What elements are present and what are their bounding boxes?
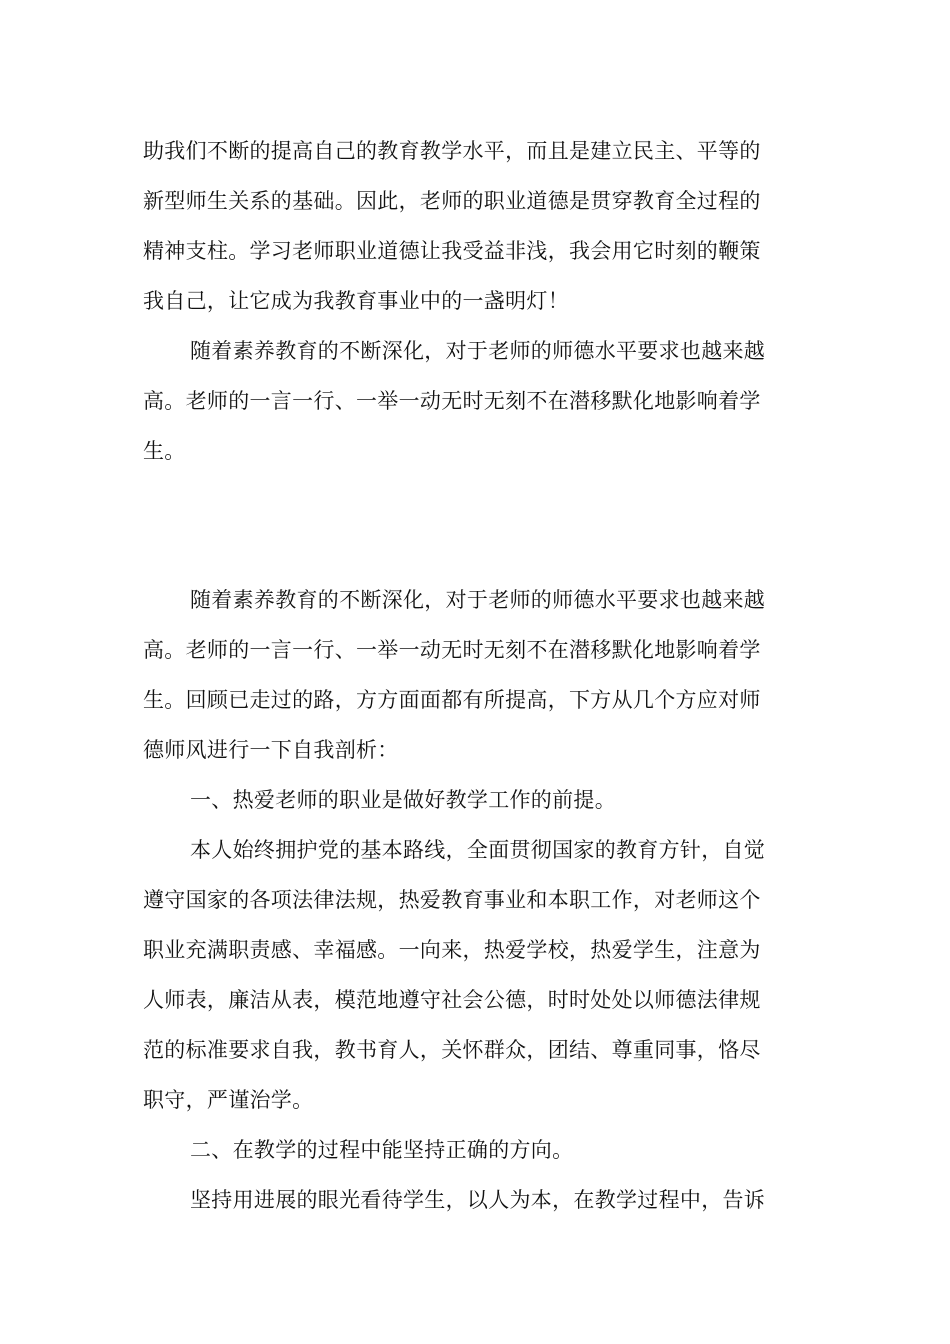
section-heading: 一、热爱老师的职业是做好教学工作的前提。: [190, 788, 616, 812]
text-line: 生。: [143, 439, 186, 463]
text-line: 我自己，让它成为我教育事业中的一盏明灯！: [143, 289, 569, 313]
text-line: 职业充满职责感、幸福感。一向来，热爱学校，热爱学生，注意为: [143, 938, 761, 962]
text-line: 随着素养教育的不断深化，对于老师的师德水平要求也越来越: [190, 588, 766, 612]
text-line: 随着素养教育的不断深化，对于老师的师德水平要求也越来越: [190, 339, 766, 363]
text-line: 本人始终拥护党的基本路线，全面贯彻国家的教育方针，自觉: [190, 838, 766, 862]
text-line: 坚持用进展的眼光看待学生，以人为本，在教学过程中，告诉: [190, 1188, 766, 1212]
text-line: 德师风进行一下自我剖析：: [143, 738, 399, 762]
text-line: 新型师生关系的基础。因此，老师的职业道德是贯穿教育全过程的: [143, 189, 761, 213]
section-heading: 二、在教学的过程中能坚持正确的方向。: [190, 1138, 574, 1162]
text-line: 高。老师的一言一行、一举一动无时无刻不在潜移默化地影响着学: [143, 638, 761, 662]
text-line: 助我们不断的提高自己的教育教学水平，而且是建立民主、平等的: [143, 139, 761, 163]
text-line: 生。回顾已走过的路，方方面面都有所提高，下方从几个方应对师: [143, 688, 761, 712]
text-line: 人师表，廉洁从表，模范地遵守社会公德，时时处处以师德法律规: [143, 988, 761, 1012]
text-line: 范的标准要求自我，教书育人，关怀群众，团结、尊重同事，恪尽: [143, 1038, 761, 1062]
text-line: 精神支柱。学习老师职业道德让我受益非浅，我会用它时刻的鞭策: [143, 239, 761, 263]
text-line: 职守，严谨治学。: [143, 1088, 314, 1112]
text-line: 遵守国家的各项法律法规，热爱教育事业和本职工作，对老师这个: [143, 888, 761, 912]
text-line: 高。老师的一言一行、一举一动无时无刻不在潜移默化地影响着学: [143, 389, 761, 413]
